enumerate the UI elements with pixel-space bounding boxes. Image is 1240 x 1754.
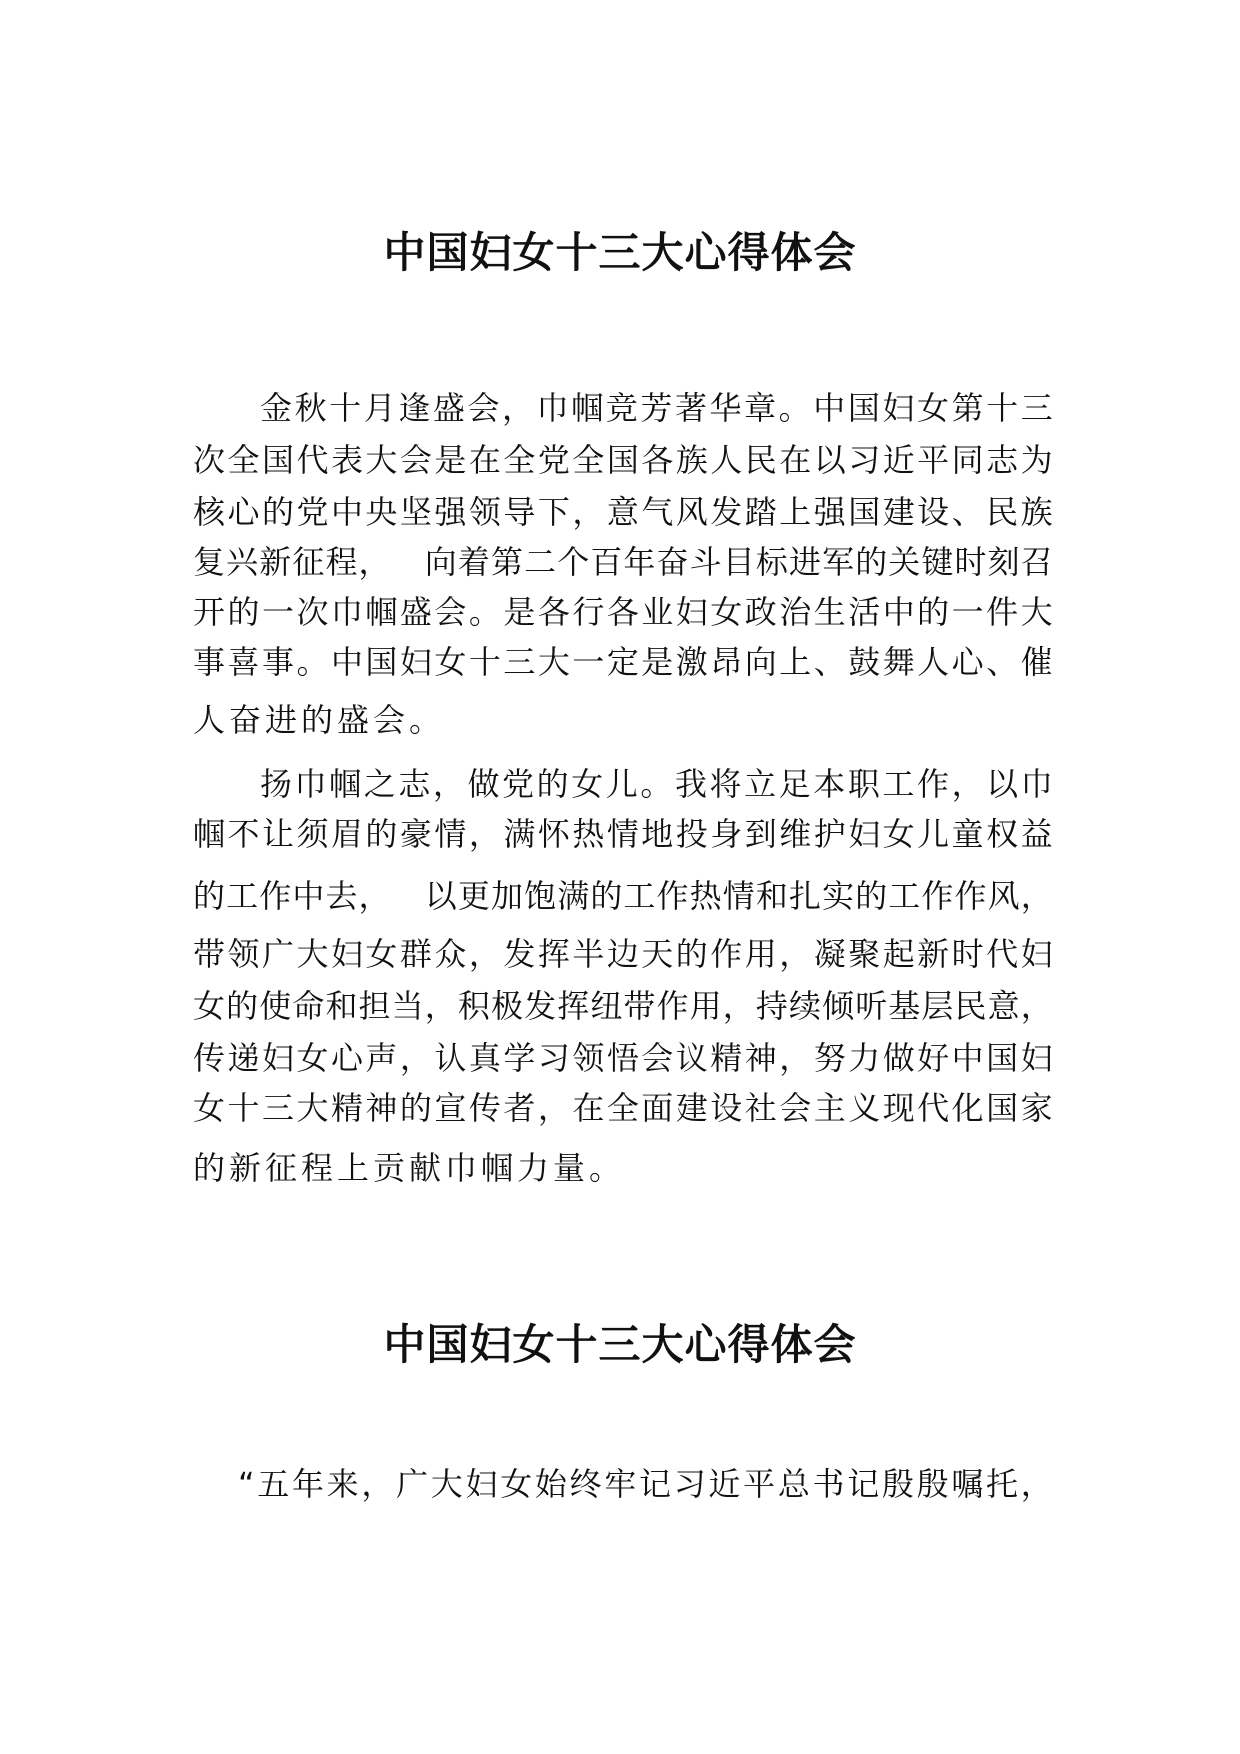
text-line: 开 的 一 次 巾 帼 盛 会 。 是 各 行 各 业 妇 女 政 治 生 活 中 的 一 件 大 xyxy=(193,593,1053,631)
text-line: 扬 巾 帼 之 志 ， 做 党 的 女 儿 。 我 将 立 足 本 职 工 作 ， 以 巾 xyxy=(260,765,1053,803)
text-line: 的 工 作 中 去 ， 以 更 加 饱 满 的 工 作 热 情 和 扎 实 的 工 作 作 风 ， xyxy=(193,877,1053,915)
section2-title: 中国妇女十三大心得体会 xyxy=(383,1320,857,1369)
text-line: 核 心 的 党 中 央 坚 强 领 导 下 ， 意 气 风 发 踏 上 强 国 建 设 、 民 族 xyxy=(193,493,1053,531)
text-line: 帼 不 让 须 眉 的 豪 情 ， 满 怀 热 情 地 投 身 到 维 护 妇 女 儿 童 权 益 xyxy=(193,815,1053,853)
text-line: 带 领 广 大 妇 女 群 众 ， 发 挥 半 边 天 的 作 用 ， 凝 聚 起 新 时 代 妇 xyxy=(193,935,1053,973)
text-line: 事 喜 事 。 中 国 妇 女 十 三 大 一 定 是 激 昂 向 上 、 鼓 舞 人 心 、 催 xyxy=(193,643,1053,681)
text-line: 的新征程上贡献巾帼力量。 xyxy=(193,1149,626,1187)
text-line: 女 的 使 命 和 担 当 ， 积 极 发 挥 纽 带 作 用 ， 持 续 倾 听 基 层 民 意 ， xyxy=(193,987,1053,1025)
text-line: 复 兴 新 征 程 ， 向 着 第 二 个 百 年 奋 斗 目 标 进 军 的 关 键 时 刻 召 xyxy=(193,543,1053,581)
text-line: 人奋进的盛会。 xyxy=(193,701,446,739)
text-line: “ 五 年 来 ， 广 大 妇 女 始 终 牢 记 习 近 平 总 书 记 殷 殷 嘱 托 ， xyxy=(238,1465,1053,1503)
text-line: 次 全 国 代 表 大 会 是 在 全 党 全 国 各 族 人 民 在 以 习 近 平 同 志 为 xyxy=(193,441,1053,479)
text-line: 女 十 三 大 精 神 的 宣 传 者 ， 在 全 面 建 设 社 会 主 义 现 代 化 国 家 xyxy=(193,1089,1053,1127)
text-line: 传 递 妇 女 心 声 ， 认 真 学 习 领 悟 会 议 精 神 ， 努 力 做 好 中 国 妇 xyxy=(193,1039,1053,1077)
section1-title: 中国妇女十三大心得体会 xyxy=(383,228,857,277)
text-line: 金 秋 十 月 逢 盛 会 ， 巾 帼 竞 芳 著 华 章 。 中 国 妇 女 第 十 三 xyxy=(260,389,1053,427)
